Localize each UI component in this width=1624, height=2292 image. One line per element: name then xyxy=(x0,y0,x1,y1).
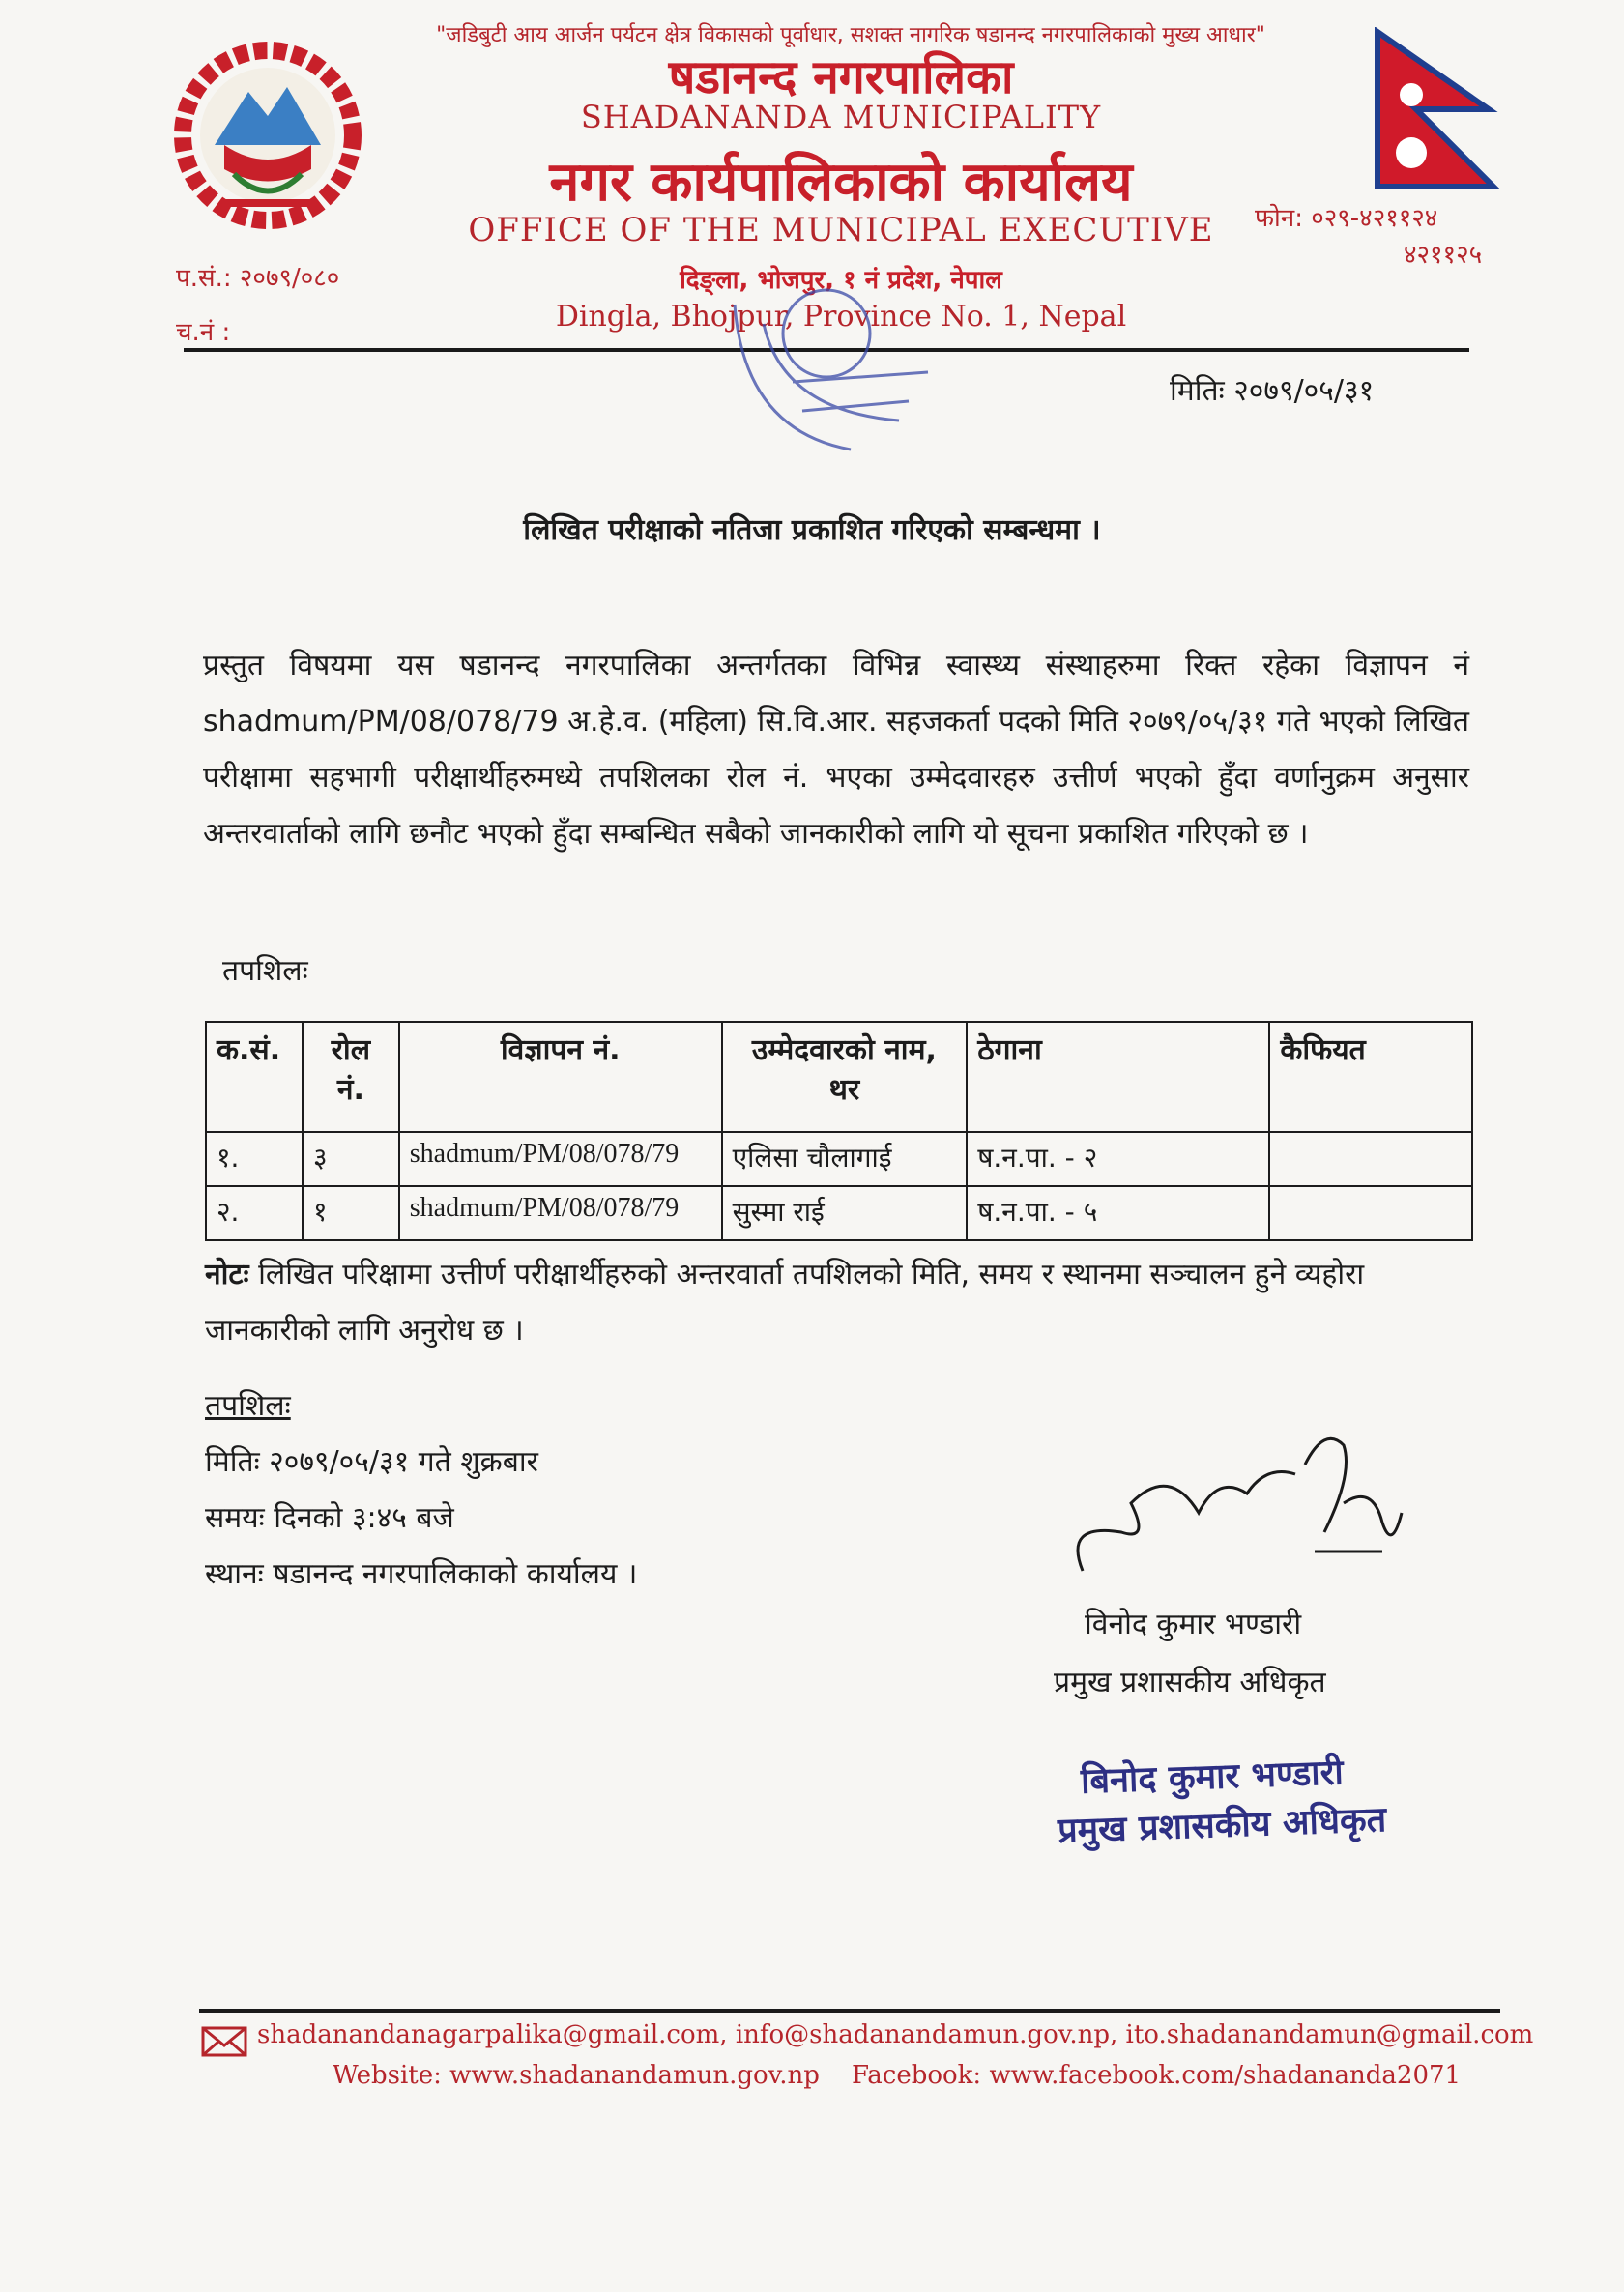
signer-title: प्रमुख प्रशासकीय अधिकृत xyxy=(1054,1666,1326,1699)
cell-address: ष.न.पा. - ५ xyxy=(967,1186,1269,1240)
letter-date: मितिः २०७९/०५/३१ xyxy=(1170,374,1375,408)
signature-icon xyxy=(1063,1407,1431,1600)
office-name-np: नगर कार्यपालिकाको कार्यालय xyxy=(549,151,1133,214)
header-ad-number: विज्ञापन नं. xyxy=(399,1022,722,1132)
signer-name: विनोद कुमार भण्डारी xyxy=(1085,1608,1302,1641)
cell-roll: ३ xyxy=(303,1132,399,1186)
cell-serial: २. xyxy=(206,1186,303,1240)
nepal-flag-icon xyxy=(1373,27,1508,191)
note-paragraph xyxy=(205,1247,1471,1359)
municipality-name-np: षडानन्द नगरपालिका xyxy=(668,50,1014,104)
body-paragraph: प्रस्तुत विषयमा यस षडानन्द नगरपालिका अन्तर्गतका विभिन्न स्वास्थ्य संस्थाहरुमा रिक्त रहेका विज्ञापन नं shadmum/PM/08/078/79 अ.हे.व. (महिला) सि.वि.आर. सहजकर्ता पदको मिति २०७९/०५/३१ गते भएको लिखित परीक्षामा सहभागी परीक्षार्थीहरुमध्ये तपशिलका रोल नं. भएका उम्मेदवारहरु उत्तीर्ण भएको हुँदा वर्णानुक्रम अनुसार अन्तरवार्ताको लागि छनौट भएको हुँदा सम्बन्धित सबैको जानकारीको लागि यो सूचना प्रकाशित गरिएको छ । xyxy=(203,649,1469,851)
note-text: लिखित परिक्षामा उत्तीर्ण परीक्षार्थीहरुको अन्तरवार्ता तपशिलको मिति, समय र स्थानमा सञ्चालन हुने व्यहोरा जानकारीको लागि अनुरोध छ । xyxy=(205,1258,1365,1348)
table-header-row xyxy=(206,1022,1472,1132)
phone-number: फोन: ०२९-४२११२४ xyxy=(1255,204,1438,233)
mail-icon xyxy=(201,2026,247,2057)
reference-number: प.सं.: २०७९/०८० xyxy=(176,264,340,293)
signer-stamp-title: प्रमुख प्रशासकीय अधिकृत xyxy=(1057,1800,1387,1851)
address-en: Dingla, Bhojpur, Province No. 1, Nepal xyxy=(555,300,1127,334)
footer-website: Website: www.shadanandamun.gov.np Facebook: www.facebook.com/shadananda2071 xyxy=(333,2061,1462,2090)
schedule-place: स्थानः षडानन्द नगरपालिकाको कार्यालय । xyxy=(205,1557,638,1591)
header-roll: रोल नं. xyxy=(303,1022,399,1132)
table-row xyxy=(206,1186,1472,1240)
details-label: तपशिलः xyxy=(222,954,308,988)
office-stamp-icon xyxy=(706,266,947,469)
header-candidate-name: उम्मेदवारको नाम, थर xyxy=(722,1022,968,1132)
cell-address: ष.न.पा. - २ xyxy=(967,1132,1269,1186)
results-table xyxy=(205,1021,1473,1241)
schedule-date: मितिः २०७९/०५/३१ गते शुक्रबार xyxy=(205,1445,538,1479)
dispatch-number: च.नं : xyxy=(176,318,231,347)
schedule-title: तपशिलः xyxy=(205,1389,291,1423)
note-label: नोटः xyxy=(205,1258,249,1291)
nepal-emblem-icon xyxy=(166,39,369,232)
cell-ad-number: shadmum/PM/08/078/79 xyxy=(399,1186,722,1240)
address-np: दिङ्ला, भोजपुर, १ नं प्रदेश, नेपाल xyxy=(680,266,1002,295)
cell-roll: १ xyxy=(303,1186,399,1240)
cell-candidate-name: एलिसा चौलागाई xyxy=(722,1132,968,1186)
cell-remarks xyxy=(1269,1132,1472,1186)
header-serial: क.सं. xyxy=(206,1022,303,1132)
office-name-en: OFFICE OF THE MUNICIPAL EXECUTIVE xyxy=(468,211,1214,249)
footer-divider xyxy=(199,2009,1500,2013)
municipality-name-en: SHADANANDA MUNICIPALITY xyxy=(580,99,1102,135)
cell-remarks xyxy=(1269,1186,1472,1240)
header-remarks: कैफियत xyxy=(1269,1022,1472,1132)
cell-ad-number: shadmum/PM/08/078/79 xyxy=(399,1132,722,1186)
footer-emails: shadanandanagarpalika@gmail.com, info@shadanandamun.gov.np, ito.shadanandamun@gmail.com xyxy=(257,2020,1534,2049)
phone-number-2: ४२११२५ xyxy=(1404,241,1483,270)
schedule-time: समयः दिनको ३:४५ बजे xyxy=(205,1501,454,1535)
motto: "जडिबुटी आय आर्जन पर्यटन क्षेत्र विकासको पूर्वाधार, सशक्त नागरिक षडानन्द नगरपालिकाको मुख्य आधार" xyxy=(436,23,1265,47)
subject-line: लिखित परीक्षाको नतिजा प्रकाशित गरिएको सम्बन्धमा । xyxy=(523,513,1101,547)
table-row xyxy=(206,1132,1472,1186)
header-address: ठेगाना xyxy=(967,1022,1269,1132)
cell-serial: १. xyxy=(206,1132,303,1186)
signer-stamp-name: बिनोद कुमार भण्डारी xyxy=(1080,1753,1345,1802)
cell-candidate-name: सुस्मा राई xyxy=(722,1186,968,1240)
